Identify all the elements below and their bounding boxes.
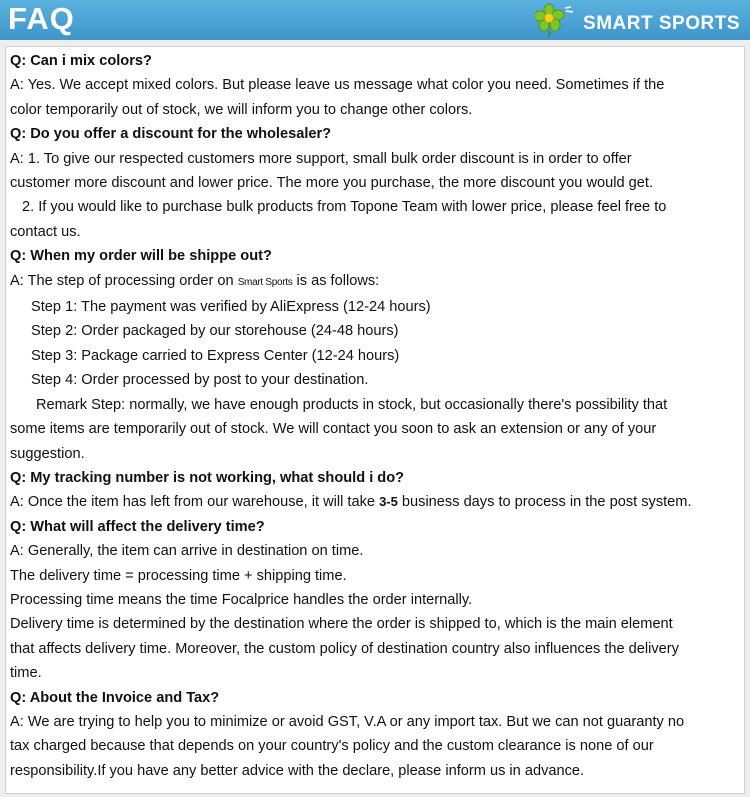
faq-answer: A: Generally, the item can arrive in destination on time. (10, 543, 364, 560)
faq-answer: Delivery time is determined by the destination where the order is shipped to, which is the main element (10, 616, 673, 633)
header-bar (0, 0, 750, 40)
faq-answer: A: 1. To give our respected customers more support, small bulk order discount is in order to offer (10, 150, 632, 167)
process-step: Step 4: Order processed by post to your destination. (31, 372, 369, 389)
brand-name: SMART SPORTS (583, 13, 740, 34)
answer-prefix: A: Once the item has left from our warehouse, it will take (10, 494, 380, 511)
faq-frame (0, 40, 750, 797)
answer-prefix: A: The step of processing order on (10, 272, 238, 289)
faq-answer: that affects delivery time. Moreover, the custom policy of destination country also influences the delivery (10, 640, 679, 657)
days-range: 3-5 (379, 494, 398, 510)
faq-answer (10, 269, 744, 295)
faq-question: Q: What will affect the delivery time? (10, 518, 265, 535)
faq-answer: A: Yes. We accept mixed colors. But please leave us message what color you need. Sometimes if the (10, 77, 665, 94)
remark-text: Remark Step: normally, we have enough products in stock, but occasionally there's possibility that (36, 396, 668, 413)
faq-answer: customer more discount and lower price. The more you purchase, the more discount you would get. (10, 175, 653, 192)
process-step: Step 1: The payment was verified by AliExpress (12-24 hours) (31, 299, 431, 316)
faq-question: Q: My tracking number is not working, what should i do? (10, 469, 405, 486)
faq-answer: The delivery time = processing time + shipping time. (10, 567, 347, 584)
faq-question: Q: When my order will be shippe out? (10, 248, 272, 265)
brand-logo (535, 2, 740, 38)
remark-text: suggestion. (10, 445, 85, 462)
remark-text: some items are temporarily out of stock. We will contact you soon to ask an extension or any of your (10, 421, 657, 438)
faq-content (10, 49, 744, 783)
answer-suffix: is as follows: (292, 272, 380, 289)
faq-answer: 2. If you would like to purchase bulk products from Topone Team with lower price, please feel free to (22, 199, 667, 216)
flower-icon (535, 2, 581, 38)
faq-question: Q: Do you offer a discount for the wholesaler? (10, 126, 332, 143)
faq-answer: contact us. (10, 223, 81, 240)
process-step: Step 2: Order packaged by our storehouse (24-48 hours) (31, 323, 399, 340)
page-title: FAQ (8, 1, 75, 36)
faq-answer: color temporarily out of stock, we will inform you to change other colors. (10, 101, 473, 118)
faq-answer: A: We are trying to help you to minimize or avoid GST, V.A or any import tax. But we can not guaranty no (10, 713, 685, 730)
faq-question: Q: Can i mix colors? (10, 53, 152, 69)
faq-answer (10, 490, 744, 514)
faq-answer: Processing time means the time Focalprice handles the order internally. (10, 591, 473, 608)
faq-answer: responsibility.If you have any better advice with the declare, please inform us in advance. (10, 762, 585, 779)
process-step: Step 3: Package carried to Express Center (12-24 hours) (31, 347, 400, 364)
faq-question: Q: About the Invoice and Tax? (10, 689, 220, 706)
faq-answer: tax charged because that depends on your country's policy and the custom clearance is none of our (10, 738, 654, 755)
answer-suffix: business days to process in the post system. (397, 494, 692, 511)
inline-brand: Smart Sports (237, 276, 293, 288)
faq-answer: time. (10, 665, 42, 682)
faq-panel (5, 46, 745, 794)
